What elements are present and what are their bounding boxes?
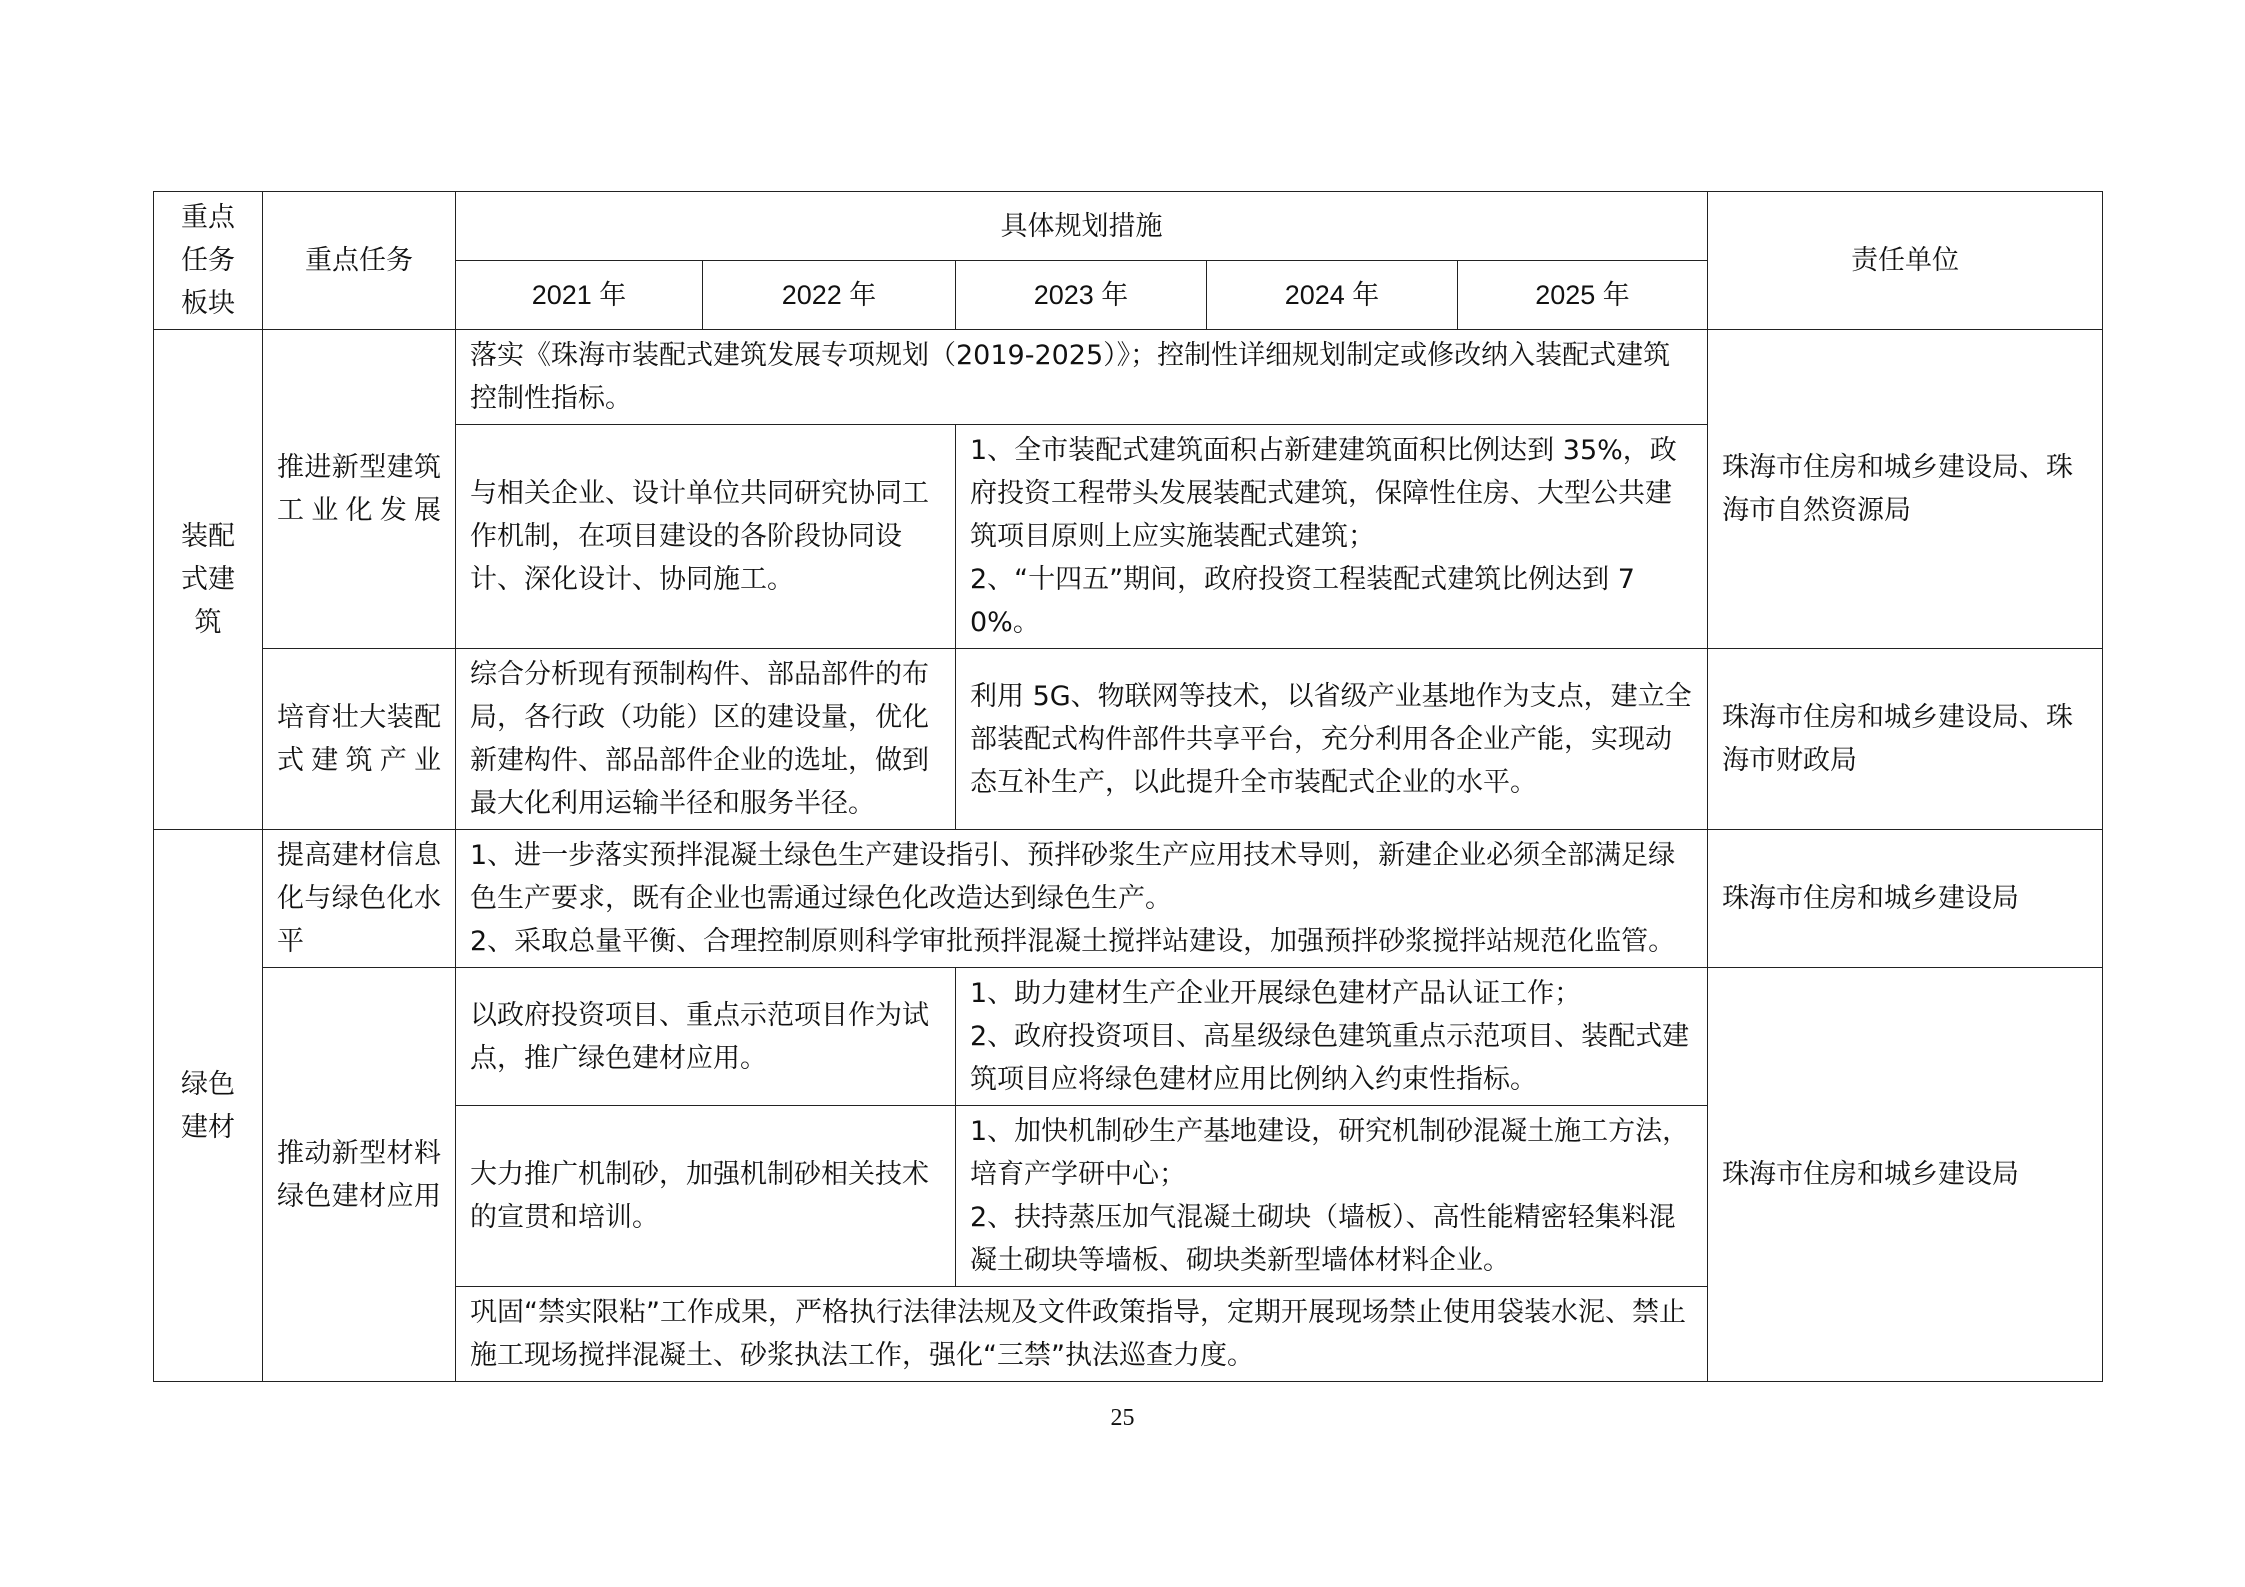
- measure-green-production: [456, 830, 1708, 968]
- header-unit: 责任单位: [1708, 192, 2103, 330]
- task-prefab-industry: 培育壮大装配式建筑产业: [263, 649, 456, 830]
- measure-green-enforcement: 巩固“禁实限粘”工作成果，严格执行法律法规及文件政策指导，定期开展现场禁止使用袋装水泥、禁止施工现场搅拌混凝土、砂浆执法工作，强化“三禁”执法巡查力度。: [456, 1287, 1708, 1382]
- header-year-2025: 2025 年: [1458, 261, 1708, 330]
- measure-green-production-1: 1、进一步落实预拌混凝土绿色生产建设指引、预拌砂浆生产应用技术导则，新建企业必须全部满足绿色生产要求，既有企业也需通过绿色化改造达到绿色生产。: [470, 840, 1676, 914]
- task-green-informatization: 提高建材信息化与绿色化水平: [263, 830, 456, 968]
- measure-green-certification-2: 2、政府投资项目、高星级绿色建筑重点示范项目、装配式建筑项目应将绿色建材应用比例纳入约束性指标。: [970, 1021, 1690, 1095]
- unit-green-application: 珠海市住房和城乡建设局: [1708, 968, 2103, 1382]
- measure-green-wall-materials-2: 2、扶持蒸压加气混凝土砌块（墙板）、高性能精密轻集料混凝土砌块等墙板、砌块类新型墙体材料企业。: [970, 1202, 1676, 1276]
- block-green-materials: 绿色建材: [154, 830, 263, 1382]
- measure-prefab-plan: 落实《珠海市装配式建筑发展专项规划（2019-2025）》；控制性详细规划制定或修改纳入装配式建筑控制性指标。: [456, 330, 1708, 425]
- header-task: 重点任务: [263, 192, 456, 330]
- unit-prefab-industry: 珠海市住房和城乡建设局、珠海市财政局: [1708, 649, 2103, 830]
- measure-green-certification: [956, 968, 1708, 1106]
- header-block: 重点任务板块: [154, 192, 263, 330]
- task-prefab-industrialization: 推进新型建筑工业化发展: [263, 330, 456, 649]
- plan-table: [153, 191, 2103, 1382]
- measure-prefab-cooperation: 与相关企业、设计单位共同研究协同工作机制，在项目建设的各阶段协同设计、深化设计、协同施工。: [456, 425, 956, 649]
- measure-green-wall-materials: [956, 1106, 1708, 1287]
- unit-prefab-industrialization: 珠海市住房和城乡建设局、珠海市自然资源局: [1708, 330, 2103, 649]
- measure-prefab-targets: [956, 425, 1708, 649]
- unit-green-informatization: 珠海市住房和城乡建设局: [1708, 830, 2103, 968]
- measure-green-wall-materials-1: 1、加快机制砂生产基地建设，研究机制砂混凝土施工方法，培育产学研中心；: [970, 1116, 1690, 1190]
- task-green-application: 推动新型材料绿色建材应用: [263, 968, 456, 1382]
- measure-prefab-platform: 利用 5G、物联网等技术，以省级产业基地作为支点，建立全部装配式构件部件共享平台，充分利用各企业产能，实现动态互补生产，以此提升全市装配式企业的水平。: [956, 649, 1708, 830]
- header-year-2024: 2024 年: [1207, 261, 1458, 330]
- measure-green-sand: 大力推广机制砂，加强机制砂相关技术的宣贯和培训。: [456, 1106, 956, 1287]
- measure-green-certification-1: 1、助力建材生产企业开展绿色建材产品认证工作；: [970, 978, 1582, 1009]
- header-year-2023: 2023 年: [956, 261, 1207, 330]
- measure-prefab-target-2: 2、“十四五”期间，政府投资工程装配式建筑比例达到 70%。: [970, 564, 1635, 638]
- header-measures: 具体规划措施: [456, 192, 1708, 261]
- measure-prefab-target-1: 1、全市装配式建筑面积占新建建筑面积比例达到 35%，政府投资工程带头发展装配式建筑，保障性住房、大型公共建筑项目原则上应实施装配式建筑；: [970, 435, 1677, 552]
- measure-prefab-layout: 综合分析现有预制构件、部品部件的布局，各行政（功能）区的建设量，优化新建构件、部品部件企业的选址，做到最大化利用运输半径和服务半径。: [456, 649, 956, 830]
- measure-green-production-2: 2、采取总量平衡、合理控制原则科学审批预拌混凝土搅拌站建设，加强预拌砂浆搅拌站规范化监管。: [470, 926, 1676, 957]
- header-year-2021: 2021 年: [456, 261, 703, 330]
- block-prefab: 装配式建筑: [154, 330, 263, 830]
- header-year-2022: 2022 年: [703, 261, 956, 330]
- measure-green-pilot: 以政府投资项目、重点示范项目作为试点，推广绿色建材应用。: [456, 968, 956, 1106]
- page-number: 25: [1110, 1405, 1135, 1431]
